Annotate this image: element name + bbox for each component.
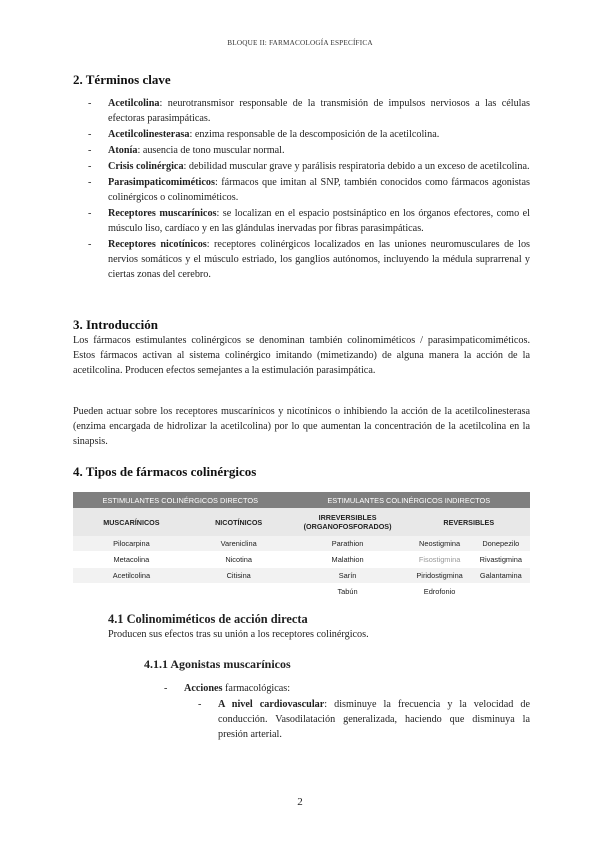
table-cell [190, 584, 288, 600]
term-label: Parasimpaticomiméticos [108, 177, 215, 188]
subsubsection-title-agonistas: 4.1.1 Agonistas muscarínicos [144, 657, 291, 671]
table-cell: Nicotina [190, 552, 288, 568]
term-label: Crisis colinérgica [108, 161, 184, 172]
table-row [73, 536, 530, 552]
term-definition: : se localizan en el espacio postsináptico en los órganos efectores, como el músculo liso, cardíaco y en las glándulas inervadas por fibras parasimpáticas. [108, 208, 530, 234]
term-label: Atonía [108, 145, 138, 156]
subsection-text-directa: Producen sus efectos tras su unión a los receptores colinérgicos. [108, 629, 369, 640]
term-label: Acetilcolinesterasa [108, 129, 190, 140]
table-cell: Acetilcolina [73, 568, 190, 584]
section-title-introduccion: 3. Introducción [73, 317, 158, 332]
term-definition: : enzima responsable de la descomposición de la acetilcolina. [189, 129, 440, 140]
table-cell: Citisina [190, 568, 288, 584]
table-cell: Pilocarpina [73, 536, 190, 552]
list-item: - Atonía: ausencia de tono muscular normal. [88, 145, 285, 156]
intro-paragraph-1: Los fármacos estimulantes colinérgicos se denominan también colinomiméticos / parasimpaticomiméticos. Estos fármacos activan al sistema colinérgico imitando (mimetizando) de alguna manera la acción de la acetilcolina. Producen efectos semejantes a la estimulación parasimpática. [73, 335, 530, 376]
table-cell: Malathion [288, 552, 408, 568]
page-number: 2 [297, 796, 303, 808]
table-cell: Neostigmina [408, 536, 472, 552]
col-header-irreversibles: IRREVERSIBLES (ORGANOFOSFORADOS) [288, 508, 408, 536]
term-label: Acetilcolina [108, 98, 160, 109]
table-cell: Parathion [288, 536, 408, 552]
acciones-label: Acciones [184, 683, 223, 694]
table-cell: Rivastigmina [472, 552, 530, 568]
list-item: - Acetilcolinesterasa: enzima responsable de la descomposición de la acetilcolina. [88, 129, 440, 140]
term-definition: : fármacos que imitan al SNP, también conocidos como fármacos agonistas colinérgicos o colinomiméticos. [108, 177, 530, 203]
term-definition: : ausencia de tono muscular normal. [137, 145, 285, 156]
list-item: - Acetilcolina: neurotransmisor responsable de la transmisión de impulsos nerviosos a las células efectoras parasimpáticas. [88, 98, 530, 124]
table-cell: Piridostigmina [408, 568, 472, 584]
table-cell: Fisostigmina [408, 552, 472, 568]
table-cell [73, 584, 190, 600]
col-header-nicotinicos: NICOTÍNICOS [190, 508, 288, 536]
cardio-text: : disminuye la frecuencia y la velocidad de conducción. Vasodilatación generalizada, haciendo que disminuya la presión arterial. [218, 699, 531, 740]
running-header: BLOQUE II: FARMACOLOGÍA ESPECÍFICA [227, 39, 373, 47]
table-cell: Donepezilo [472, 536, 530, 552]
col-header-reversibles: REVERSIBLES [408, 508, 530, 536]
list-item: - Acciones farmacológicas: [164, 683, 291, 694]
term-definition: : receptores colinérgicos localizados en las uniones neuromusculares de los nervios somáticos y el músculo estriado, los ganglios autónomos, incluyendo la médula suprarrenal y ciertas zonas del cerebro. [108, 239, 531, 280]
acciones-list [164, 681, 530, 697]
term-label: Receptores nicotínicos [108, 239, 207, 250]
term-label: Receptores muscarínicos [108, 208, 217, 219]
table-cell: Tabún [288, 584, 408, 600]
table-cell: Vareniclina [190, 536, 288, 552]
section-title-terminos: 2. Términos clave [73, 72, 171, 87]
intro-paragraph-2: Pueden actuar sobre los receptores muscarínicos y nicotínicos o inhibiendo la acción de la acetilcolinesterasa (enzima encargada de hidrolizar la acetilcolina) por lo que aumentan la concentración de la acetilcolina en la sinapsis. [73, 406, 530, 447]
table-row [73, 568, 530, 584]
table-group-direct: ESTIMULANTES COLINÉRGICOS DIRECTOS [73, 492, 288, 508]
table-row [73, 584, 530, 600]
table-group-indirect: ESTIMULANTES COLINÉRGICOS INDIRECTOS [288, 492, 530, 508]
cardio-list [198, 697, 530, 743]
section-title-tipos: 4. Tipos de fármacos colinérgicos [73, 464, 257, 479]
acciones-text: farmacológicas: [222, 683, 291, 694]
table-cell: Galantamina [472, 568, 530, 584]
table-cell: Edrofonio [408, 584, 472, 600]
term-definition: : debilidad muscular grave y parálisis respiratoria debido a un exceso de acetilcolina. [183, 161, 530, 172]
list-item: - A nivel cardiovascular: disminuye la frecuencia y la velocidad de conducción. Vasodilatación generalizada, haciendo que disminuya la presión arterial. [198, 699, 531, 740]
list-item: - Crisis colinérgica: debilidad muscular grave y parálisis respiratoria debido a un exceso de acetilcolina. [88, 161, 530, 172]
cholinergic-drugs-table [73, 492, 530, 600]
col-header-muscarinicos: MUSCARÍNICOS [73, 508, 190, 536]
term-definition: : neurotransmisor responsable de la transmisión de impulsos nerviosos a las células efectoras parasimpáticas. [108, 98, 530, 124]
table-row [73, 552, 530, 568]
list-item: - Receptores nicotínicos: receptores colinérgicos localizados en las uniones neuromusculares de los nervios somáticos y el músculo estriado, los ganglios autónomos, incluyendo la médula suprarrenal y ciertas zonas del cerebro. [88, 239, 531, 280]
subsection-title-directa: 4.1 Colinomiméticos de acción directa [108, 612, 308, 626]
list-item: - Receptores muscarínicos: se localizan en el espacio postsináptico en los órganos efectores, como el músculo liso, cardíaco y en las glándulas inervadas por fibras parasimpáticas. [88, 208, 530, 234]
cardio-label: A nivel cardiovascular [218, 699, 325, 710]
table-cell: Metacolina [73, 552, 190, 568]
table-cell [472, 584, 530, 600]
list-item: - Parasimpaticomiméticos: fármacos que imitan al SNP, también conocidos como fármacos agonistas colinérgicos o colinomiméticos. [88, 177, 530, 203]
table-cell: Sarín [288, 568, 408, 584]
terms-list [88, 96, 530, 283]
